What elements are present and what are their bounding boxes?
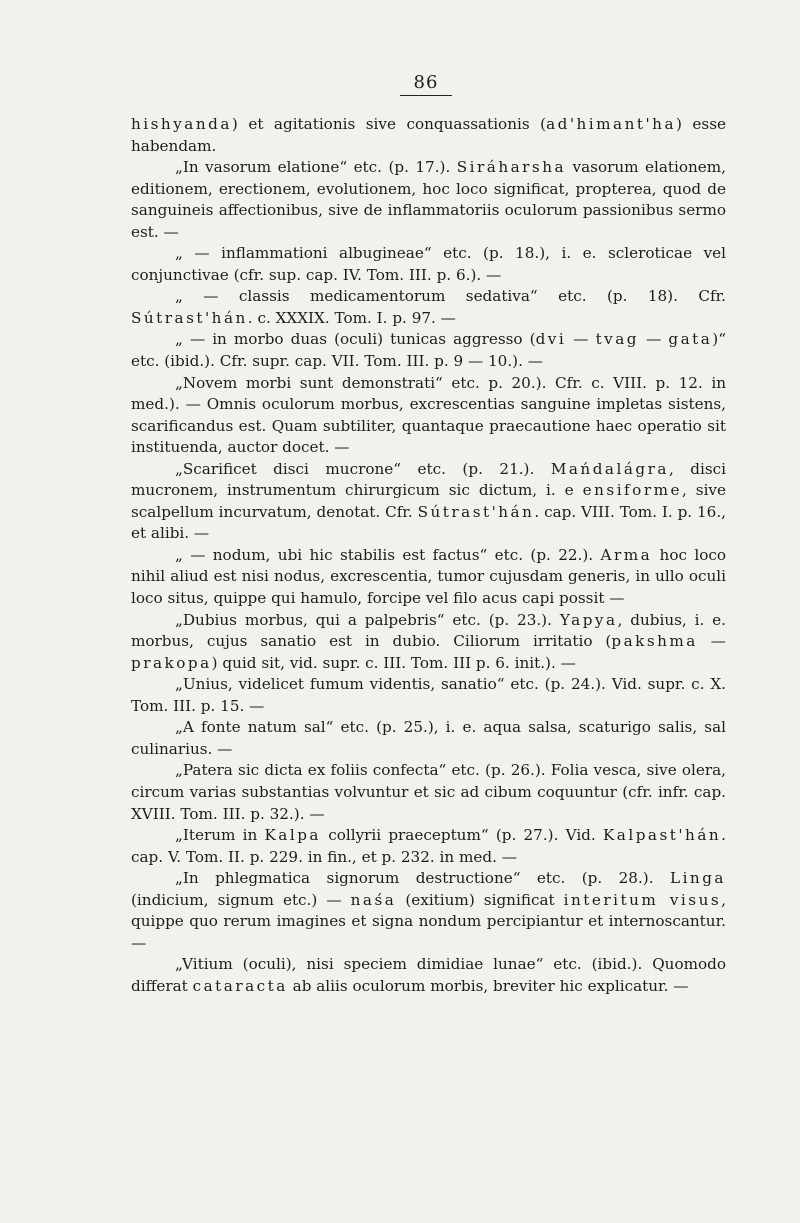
paragraph: [131, 286, 726, 329]
spaced-term: ad'himant'ha: [546, 115, 677, 133]
text-run: ) quid sit, vid. supr. c. III. Tom. III p. 6. init.). —: [211, 653, 576, 672]
spaced-term: gata: [668, 330, 713, 349]
body-text: [131, 114, 726, 997]
paragraph: [131, 825, 726, 868]
text-run: ) et agitationis sive conquassationis (: [231, 115, 547, 133]
text-run: „ — classis medicamentorum sedativa“ etc. (p. 18). Cfr.: [175, 287, 726, 306]
spaced-term: Arma: [600, 545, 653, 564]
text-run: „In phlegmatica signorum destructione“ etc. (p. 28.).: [175, 869, 670, 888]
text-run: . c. XXXIX. Tom. I. p. 97. —: [247, 308, 456, 327]
paragraph: [131, 459, 726, 545]
text-run: , dubius, i. e. morbus, cujus sanatio est in dubio. Ciliorum irritatio (: [131, 610, 726, 651]
text-run: collyrii praeceptum“ (p. 27.). Vid.: [321, 826, 603, 845]
spaced-term: Yapya: [559, 610, 618, 629]
spaced-term: Sútrast'hán: [417, 502, 535, 521]
text-run: ab aliis oculorum morbis, breviter hic explicatur. —: [287, 976, 689, 995]
paragraph: [131, 243, 726, 286]
text-run: . cap. V. Tom. II. p. 229. in fin., et p. 232. in med. —: [131, 826, 726, 866]
text-run: „Iterum in: [175, 826, 265, 845]
text-run: (indicium, signum etc.) —: [131, 890, 351, 909]
text-run: . cap. VIII. Tom. I. p. 16., et alibi. —: [131, 502, 726, 543]
paragraph: [131, 868, 726, 954]
text-run: ) esse habendam.: [131, 115, 726, 155]
spaced-term: ensiforme: [582, 481, 682, 500]
spaced-term: Linga: [669, 869, 726, 888]
paragraph: [131, 954, 726, 997]
text-run: hoc loco nihil aliud est nisi nodus, excrescentia, tumor cujusdam generis, in ullo oculi loco situs, quippe qui hamulo, forcipe vel filo acus capi possit —: [131, 545, 726, 608]
paragraph: [131, 545, 726, 610]
text-run: „ — in morbo duas (oculi) tunicas aggresso (: [175, 330, 536, 349]
text-run: „ — inflammationi albugineae“ etc. (p. 18.), i. e. scleroticae vel conjunctivae (cfr. sup. cap. IV. Tom. III. p. 6.). —: [131, 244, 726, 284]
text-run: „Unius, videlicet fumum videntis, sanatio“ etc. (p. 24.). Vid. supr. c. X. Tom. III. p. 15. —: [131, 675, 726, 715]
spaced-term: naśa: [350, 890, 397, 909]
text-run: „Scarificet disci mucrone“ etc. (p. 21.).: [175, 459, 551, 478]
spaced-term: Kalpa: [264, 826, 321, 845]
spaced-term: Mańdalágra: [550, 459, 669, 478]
text-run: „ — nodum, ubi hic stabilis est factus“ etc. (p. 22.).: [175, 545, 601, 564]
text-run: , quippe quo rerum imagines et signa nondum percipiantur et internoscantur. —: [131, 890, 726, 952]
spaced-term: tvag: [595, 330, 640, 349]
spaced-term: prakopa: [131, 653, 212, 672]
page-number-text: 86: [400, 72, 453, 96]
text-run: (exitium) significat: [396, 890, 564, 909]
text-run: vasorum elationem, editionem, erectionem, evolutionem, hoc loco significat, propterea, quod de sanguineis affectionibus, sive de inflammatoriis oculorum passionibus sermo est. —: [131, 158, 726, 241]
page-number: [0, 72, 800, 96]
spaced-term: Sútrast'hán: [131, 308, 248, 327]
text-run: „In vasorum elatione“ etc. (p. 17.).: [175, 158, 457, 177]
paragraph: [131, 760, 726, 825]
paragraph: [131, 674, 726, 717]
spaced-term: Kalpast'hán: [602, 826, 722, 845]
text-run: „Patera sic dicta ex foliis confecta“ etc. (p. 26.). Folia vesca, sive olera, circum varias substantias volvuntur et sic ad cibum coquuntur (cfr. infr. cap. XVIII. Tom. III. p. 32.). —: [131, 761, 726, 823]
text-run: „A fonte natum sal“ etc. (p. 25.), i. e. aqua salsa, scaturigo salis, sal culinarius. —: [131, 718, 726, 758]
text-run: , sive scalpellum incurvatum, denotat. Cfr.: [131, 481, 726, 521]
spaced-term: interitum visus: [563, 890, 722, 909]
text-run: )“ etc. (ibid.). Cfr. supr. cap. VII. Tom. III. p. 9 — 10.). —: [131, 330, 726, 371]
spaced-term: pakshma: [611, 632, 698, 651]
text-run: —: [639, 330, 669, 349]
spaced-term: Siráharsha: [456, 158, 567, 177]
paragraph: [131, 373, 726, 459]
paragraph: [131, 610, 726, 675]
paragraph: [131, 329, 726, 372]
text-run: „Novem morbi sunt demonstrati“ etc. p. 20.). Cfr. c. VIII. p. 12. in med.). — Omnis oculorum morbus, excrescentias sanguine impletas sistens, scarificandus est. Quam subtiliter, quantaque praecautione haec operatio sit instituenda, auctor docet. —: [131, 373, 726, 457]
paragraph: [131, 157, 726, 243]
paragraph: [131, 717, 726, 760]
text-run: „Dubius morbus, qui a palpebris“ etc. (p. 23.).: [175, 610, 560, 629]
text-run: „Vitium (oculi), nisi speciem dimidiae lunae“ etc. (ibid.). Quomodo differat: [131, 955, 726, 995]
text-run: , disci mucronem, instrumentum chirurgicum sic dictum, i. e: [131, 459, 726, 500]
spaced-term: cataracta: [192, 976, 288, 995]
paragraph: [131, 114, 726, 157]
spaced-term: hishyanda: [131, 115, 232, 133]
spaced-term: dvi: [535, 330, 567, 349]
text-run: —: [697, 632, 726, 651]
text-run: —: [566, 330, 596, 349]
